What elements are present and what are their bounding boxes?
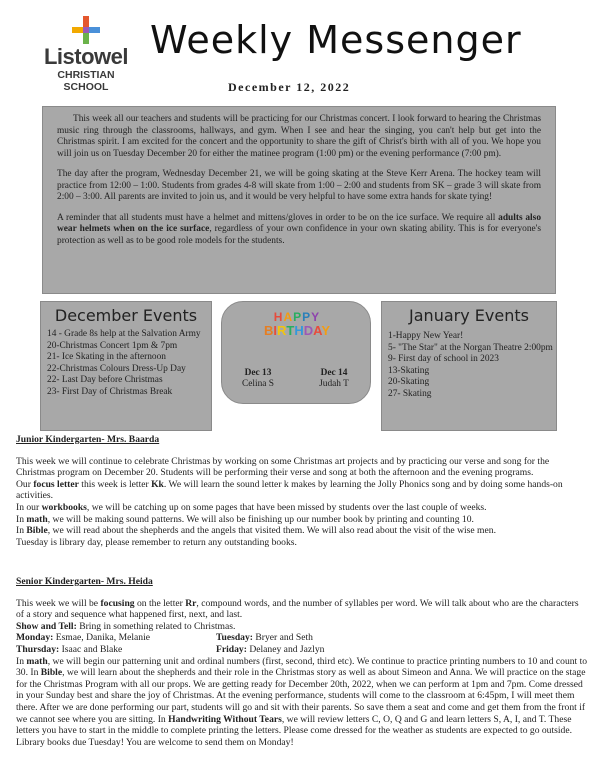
birthday-date: Dec 13: [244, 368, 272, 378]
birthday-name: Celina S: [241, 379, 275, 389]
newsletter-title: Weekly Messenger: [150, 18, 522, 62]
newsletter-date: December 12, 2022: [228, 80, 351, 94]
birthday-date: Dec 14: [320, 368, 348, 378]
list-item: 9- First day of school in 2023: [388, 354, 499, 364]
birthday-left: [228, 368, 288, 390]
list-item: 13-Skating: [388, 365, 430, 376]
monday-entry: Monday: Esmae, Danika, Melanie: [16, 632, 151, 644]
school-logo: [36, 16, 136, 93]
intro-paragraph-2: The day after the program, Wednesday December 21, we will be going skating at the Steve Kerr Arena. The hockey team will practice from 12:00 – 1:00. Students from grades 4-8 will skate from 1:00 – 2:00 and students from SK – grade 3 will skate from 2:00 – 3:00. All parents are invited to join us, and it would be very helpful to have some extra hands for skate tying!: [57, 169, 541, 202]
logo-subtitle: CHRISTIAN SCHOOL: [57, 69, 115, 93]
jk-paragraph-5: In Bible, we will read about the shepherds and the angels that visited them. We will also read about the visit of the wise men.: [16, 525, 496, 537]
jk-paragraph-1: This week we will continue to celebrate Christmas by working on some Christmas art projects and by practicing our verse and song for the Christmas program on December 20. Students will be performing their verse and song at both the afternoon and the evening programs.: [16, 455, 550, 479]
intro-paragraph-3: A reminder that all students must have a helmet and mittens/gloves in order to be on the ice surface. We require all adults also wear helmets when on the ice surface, regardless of your own confidence in your own skating ability. This is for everyone's protection as well as to be good role models for the students.: [57, 212, 542, 246]
list-item: 20-Skating: [388, 377, 430, 387]
jk-paragraph-6: Tuesday is library day, please remember to return any outstanding books.: [16, 536, 297, 548]
show-and-tell: Show and Tell: Bring in something related to Christmas.: [16, 620, 236, 632]
birthday-name: Judah T: [319, 379, 349, 389]
show-and-tell-schedule-row: [16, 644, 588, 656]
jk-paragraph-3: In our workbooks, we will be catching up on some pages that have been missed by students over the last couple of weeks.: [16, 501, 487, 513]
december-events-list: [41, 329, 211, 398]
cross-logo-icon: [72, 16, 100, 44]
jk-paragraph-4: In math, we will be making sound patterns. We will also be finishing up our number book by printing and counting 10.: [16, 513, 474, 525]
list-item: 22- Last Day before Christmas: [47, 375, 163, 385]
list-item: 22-Christmas Colours Dress-Up Day: [47, 363, 186, 374]
list-item: 14 - Grade 8s help at the Salvation Army: [47, 329, 201, 339]
banner-line-2: BIRTHDAY: [263, 323, 330, 338]
jk-paragraph-2: Our focus letter this week is letter Kk. We will learn the sound letter k makes by learning the Jolly Phonics song and by doing some hands-on activities.: [16, 478, 563, 502]
birthday-right: [304, 368, 364, 390]
january-events-title: January Events: [409, 306, 529, 325]
january-events-list: [382, 331, 556, 400]
december-events-box: [40, 301, 212, 431]
friday-entry: Friday: Delaney and Jazlyn: [216, 643, 325, 655]
principal-message: [42, 106, 556, 294]
happy-birthday-banner: [258, 310, 336, 338]
section-heading: Junior Kindergarten- Mrs. Baarda: [16, 434, 160, 445]
show-and-tell-schedule-row: [16, 632, 588, 644]
intro-paragraph-1: This week all our teachers and students will be practicing for our Christmas concert. I look forward to hearing the Christmas music ring through the classrooms, hallways, and gym. When I see and hear the singing, you can't help but get into the Christmas spirit. I am excited for the concert and the opportunity to share the gift of Christ's birth with all of you. We hope you will join us on Tuesday December 20 for either the matinee program (1:00 pm) or the evening performance (7:00 pm).: [57, 114, 541, 159]
thursday-entry: Thursday: Isaac and Blake: [16, 643, 123, 655]
list-item: 1-Happy New Year!: [388, 331, 464, 341]
list-item: 5- "The Star" at the Norgan Theatre 2:00pm: [388, 342, 553, 353]
december-events-title: December Events: [54, 306, 198, 325]
tuesday-entry: Tuesday: Bryer and Seth: [216, 632, 313, 644]
junior-kindergarten-section: [16, 434, 588, 548]
senior-kindergarten-section: [16, 576, 588, 748]
list-item: 27- Skating: [388, 388, 432, 399]
list-item: 21- Ice Skating in the afternoon: [47, 352, 166, 362]
birthday-box: [221, 301, 371, 404]
list-item: 23- First Day of Christmas Break: [47, 386, 173, 397]
january-events-box: [381, 301, 557, 431]
sk-paragraph-1: This week we will be focusing on the letter Rr, compound words, and the number of syllables per word. We will talk about who are the characters of a story and sequence what happened first, next, and last.: [16, 597, 579, 621]
section-heading: Senior Kindergarten- Mrs. Heida: [16, 576, 153, 587]
banner-line-1: HAPPY: [273, 310, 321, 324]
list-item: 20-Christmas Concert 1pm & 7pm: [47, 340, 178, 351]
logo-name: Listowel: [43, 44, 128, 69]
sk-paragraph-2: In math, we will begin our patterning unit and ordinal numbers (first, second, third etc). We continue to practice printing numbers to 10 and count to 30. In Bible, we will learn about the shepherds and their role in the Christmas story as well as about Simeon and Anna. We will practice on the stage for the Christmas Program with all our props. We are getting ready for December 20th, 2022, when we can perform at 1pm and 7pm. Come dressed in your Sunday best and share the joy of Christmas. At the evening performance, students will come to the classroom at 6:45pm, I will meet them there. After we are done performing our part, students will go and sit with their parents. So save them a seat and come and get them from the front if we cannot see where you are sitting. In Handwriting Without Tears, we will review letters C, O, Q and G and learn letters S, A, I, and T. These letters you have to start in the middle to complete printing the letters. Please come dressed for the weather as students are expected to go outside. Library books due Tuesday! You are welcome to send them on Monday!: [16, 655, 588, 748]
